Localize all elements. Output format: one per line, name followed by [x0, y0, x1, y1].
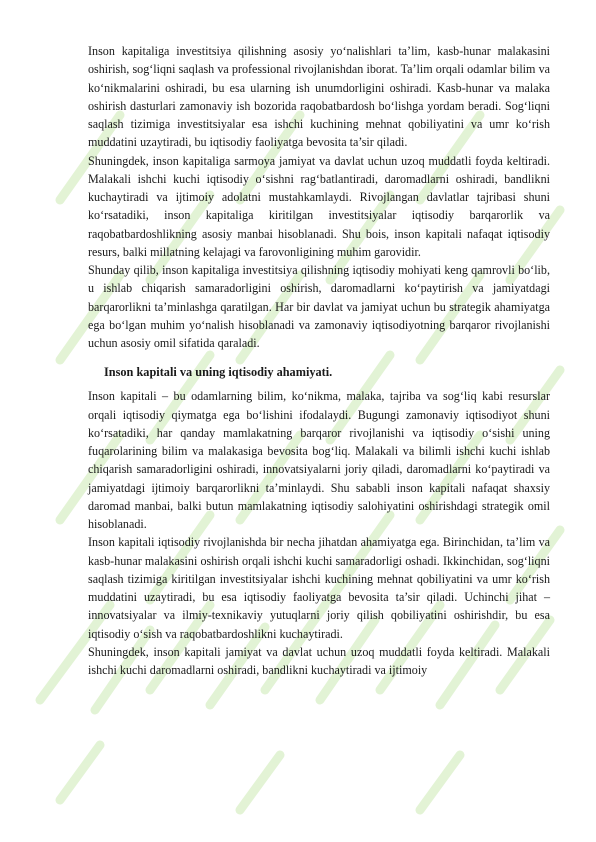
section-paragraph-3: Shuningdek, inson kapitali jamiyat va davlat uchun uzoq muddatli foyda keltiradi. Malakali ishchi kuchi daromadlarni oshiradi, bandlikni kuchaytiradi va ijtimoiy [88, 644, 550, 677]
section-paragraph-1: Inson kapitali – bu odamlarning bilim, ko‘nikma, malaka, tajriba va sog‘liq kabi resurslar orqali iqtisodiy qiymatga ega bo‘lishini ifodalaydi. Bugungi zamonaviy iqtisodiyot shuni ko‘rsatadiki, har qanday mamlakatning barqaror rivojlanishi va iqtisodiy o‘sishi uning fuqarolarining bilim va malakasiga bevosita bog‘liq. Malakali va bilimli ishchi kuchi ishlab chiqarish samaradorligini oshiradi, innovatsiyalarni joriy qiladi, daromadlarni ko‘paytiradi va jamiyatdagi ijtimoiy barqarorlikni ta’minlaydi. Shu sababli inson kapitali nafaqat shaxsiy daromad manbai, balki butun mamlakatning iqtisodiy salohiyatini oshirishdagi strategik omil hisoblanadi. [88, 389, 550, 531]
section-paragraph-2: Inson kapitali iqtisodiy rivojlanishda bir necha jihatdan ahamiyatga ega. Birinchidan, ta’lim va kasb-hunar malakasini oshirish orqali ishchi kuchi samaradorligi oshadi. Ikkinchidan, sog‘liqni saqlash tizimiga kiritilgan investitsiyalar ishchi kuchining mehnat qobiliyatini va umr ko‘rish muddatini uzaytiradi, bu esa iqtisodiy faoliyatga bevosita ta’sir qiladi. Uchinchi jihat – innovatsiyalar va ilmiy-texnikaviy yutuqlarni joriy qilish qobiliyatini oshirishdir, bu esa iqtisodiy o‘sish va raqobatbardoshlikni kuchaytiradi. [88, 535, 550, 641]
document-page [88, 42, 550, 679]
body-paragraph-3: Shunday qilib, inson kapitaliga investitsiya qilishning iqtisodiy mohiyati keng qamrovli bo‘lib, u ishlab chiqarish samaradorligini oshirish, daromadlarni ko‘paytirish va jamiyatdagi barqarorlikni ta’minlashga qaratilgan. Har bir davlat va jamiyat uchun bu strategik ahamiyatga ega bo‘lgan muhim yo‘nalish hisoblanadi va zamonaviy iqtisodiyotning barqaror rivojlanishi uchun asosiy omil sifatida qaraladi. [88, 263, 550, 350]
body-paragraph-2: Shuningdek, inson kapitaliga sarmoya jamiyat va davlat uchun uzoq muddatli foyda keltiradi. Malakali ishchi kuchi iqtisodiy o‘sishni rag‘batlantiradi, daromadlarni oshiradi, bandlikni kuchaytiradi va ijtimoiy adolatni mustahkamlaydi. Rivojlangan davlatlar tajribasi shuni ko‘rsatadiki, inson kapitaliga kiritilgan investitsiyalar iqtisodiy barqarorlik va raqobatbardoshlikning asosiy manbai hisoblanadi. Shu bois, inson kapitali nafaqat iqtisodiy resurs, balki millatning kelajagi va farovonligining muhim garovidir. [88, 153, 550, 259]
body-paragraph-1: Inson kapitaliga investitsiya qilishning asosiy yo‘nalishlari ta’lim, kasb-hunar malakasini oshirish, sog‘liqni saqlash va professional rivojlanishdan iborat. Ta’lim orqali odamlar bilim va ko‘nikmalarini oshiradi, bu esa ularning ish unumdorligini oshiradi. Kasb-hunar va malaka oshirish dasturlari zamonaviy ish bozorida raqobatbardosh bo‘lishga yordam beradi. Sog‘liqni saqlash tizimiga investitsiyalar esa ishchi kuchining mehnat qobiliyatini va umr ko‘rish muddatini uzaytiradi, bu iqtisodiy faoliyatga bevosita ta’sir qiladi. [88, 44, 550, 150]
section-heading: Inson kapitali va uning iqtisodiy ahamiyati. [104, 365, 333, 380]
